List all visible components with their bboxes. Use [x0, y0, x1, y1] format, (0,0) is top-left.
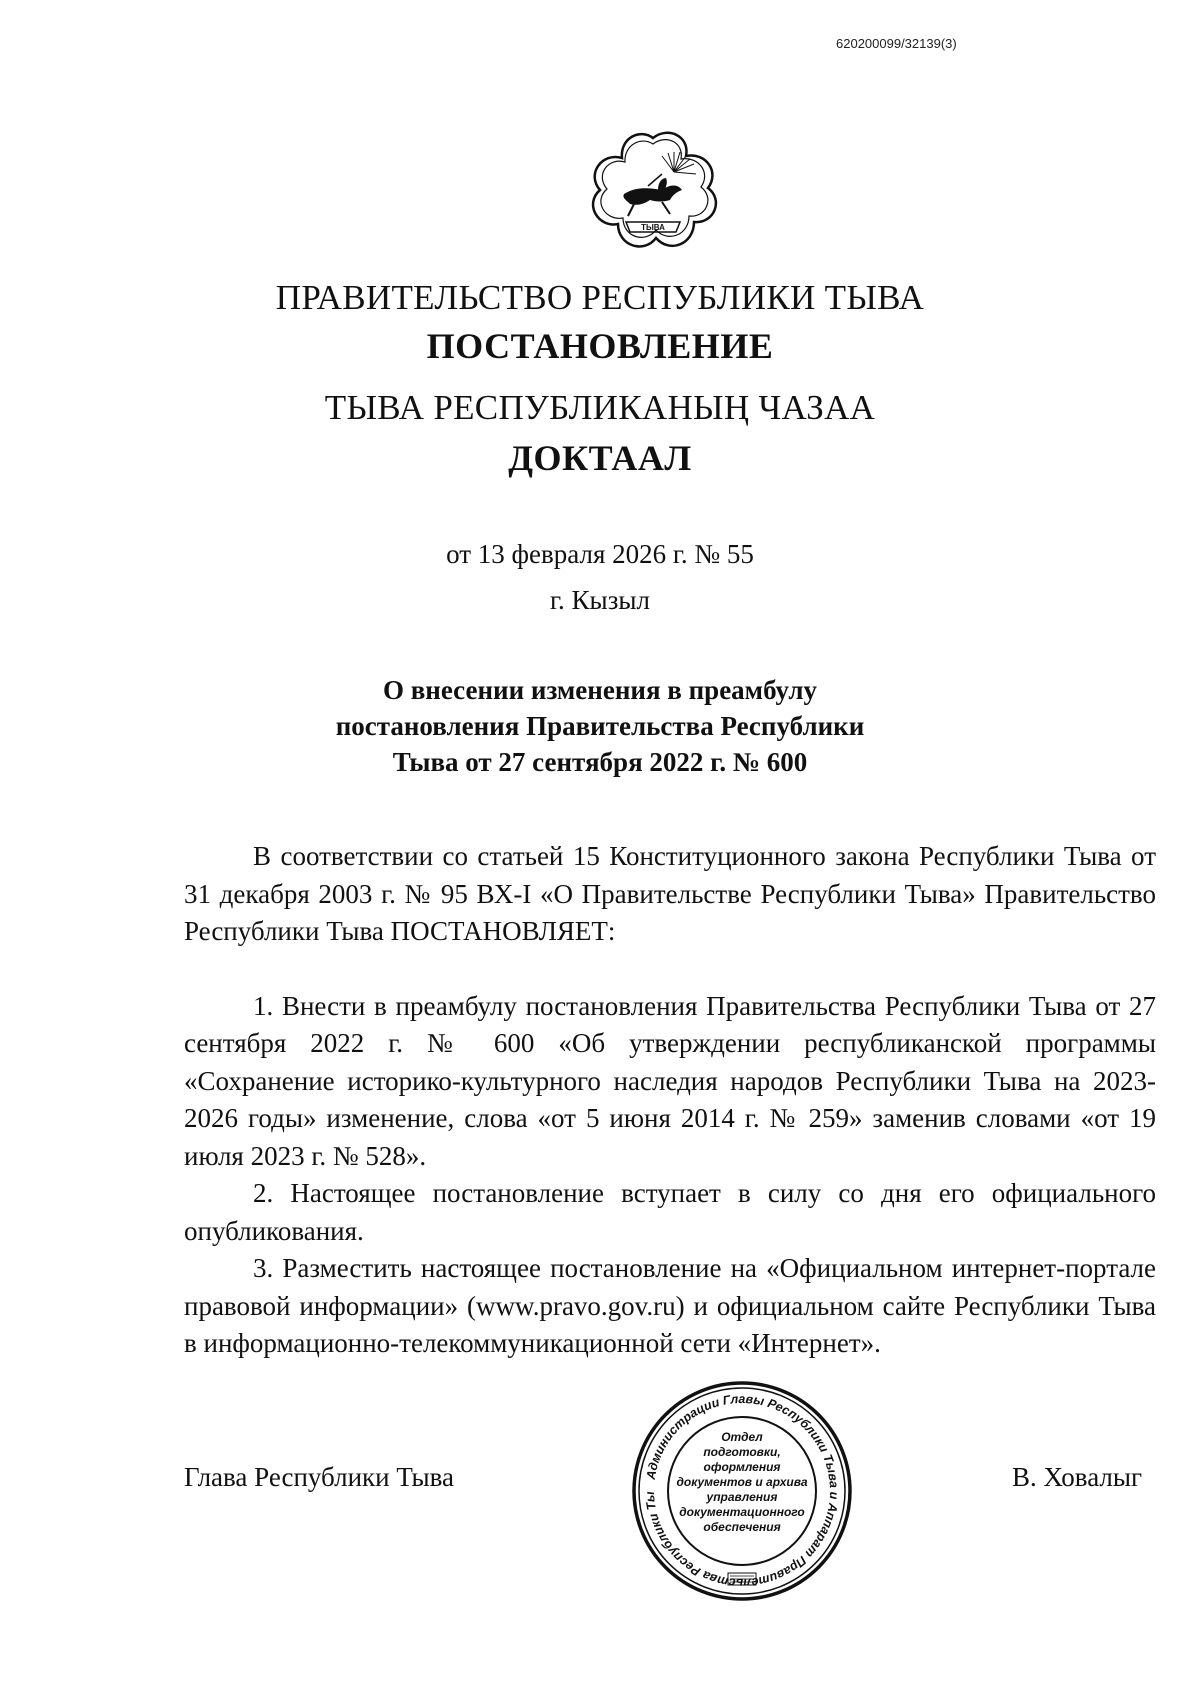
seal-inner-line: Отдел [721, 1430, 763, 1444]
subject-line: О внесении изменения в преамбулу [382, 675, 818, 705]
seal-inner-line: документов и архива [676, 1475, 808, 1489]
seal-inner-line: управления [706, 1490, 778, 1504]
subject-line: постановления Правительства Республики [335, 711, 865, 741]
seal-inner-line: подготовки, [703, 1445, 781, 1459]
seal-inner-line: оформления [703, 1460, 781, 1474]
seal-ring-text: Администрации Главы Республики Тыва и Аппарат Правительства Республики Ты [642, 1391, 842, 1591]
item-3-paragraph: 3. Разместить настоящее постановление на «Официальном интернет-портале правовой информации» (www.pravo.gov.ru) и официальном сайте Республики Тыва в информационно-телекоммуникационной сети «Интернет». [184, 1253, 1156, 1358]
seal-inner-line: документационного [679, 1505, 805, 1519]
signatory-position: Глава Республики Тыва [184, 1462, 455, 1492]
subject-line: Тыва от 27 сентября 2022 г. № 600 [392, 747, 808, 777]
document-subject [0, 672, 1200, 780]
item-1-paragraph: 1. Внести в преамбулу постановления Правительства Республики Тыва от 27 сентября 2022 г. № 600 «Об утверждении республиканской программы «Сохранение историко-культурного наследия народов Республики Тыва на 2023-2026 годы» изменение, слова «от 5 июня 2014 г. № 259» заменив словами «от 19 июля 2023 г. № 528». [184, 990, 1156, 1171]
document-type-tuv: ДОКТААЛ [508, 438, 692, 478]
tuva-coat-of-arms-icon [578, 128, 728, 258]
document-date-number: от 13 февраля 2026 г. № 55 [446, 539, 754, 569]
emblem-ribbon-text: ТЫВА [641, 223, 665, 232]
document-registration-number: 620200099/32139(3) [836, 36, 957, 51]
signatory-name: В. Ховалыг [1012, 1462, 1143, 1492]
official-seal-icon [630, 1379, 854, 1603]
document-body [184, 838, 1156, 1363]
document-city: г. Кызыл [550, 585, 650, 615]
item-2-paragraph: 2. Настоящее постановление вступает в силу со дня его официального опубликования. [184, 1178, 1156, 1246]
seal-inner-line: обеспечения [703, 1520, 781, 1534]
document-type-ru: ПОСТАНОВЛЕНИЕ [426, 326, 774, 366]
preamble-paragraph: В соответствии со статьей 15 Конституционного закона Республики Тыва от 31 декабря 2003 г. № 95 ВХ-I «О Правительстве Республики Тыва» Правительство Республики Тыва ПОСТАНОВЛЯЕТ: [184, 841, 1156, 946]
government-title-tuv: ТЫВА РЕСПУБЛИКАНЫҢ ЧАЗАА [324, 388, 876, 427]
government-title-ru: ПРАВИТЕЛЬСТВО РЕСПУБЛИКИ ТЫВА [275, 278, 925, 317]
